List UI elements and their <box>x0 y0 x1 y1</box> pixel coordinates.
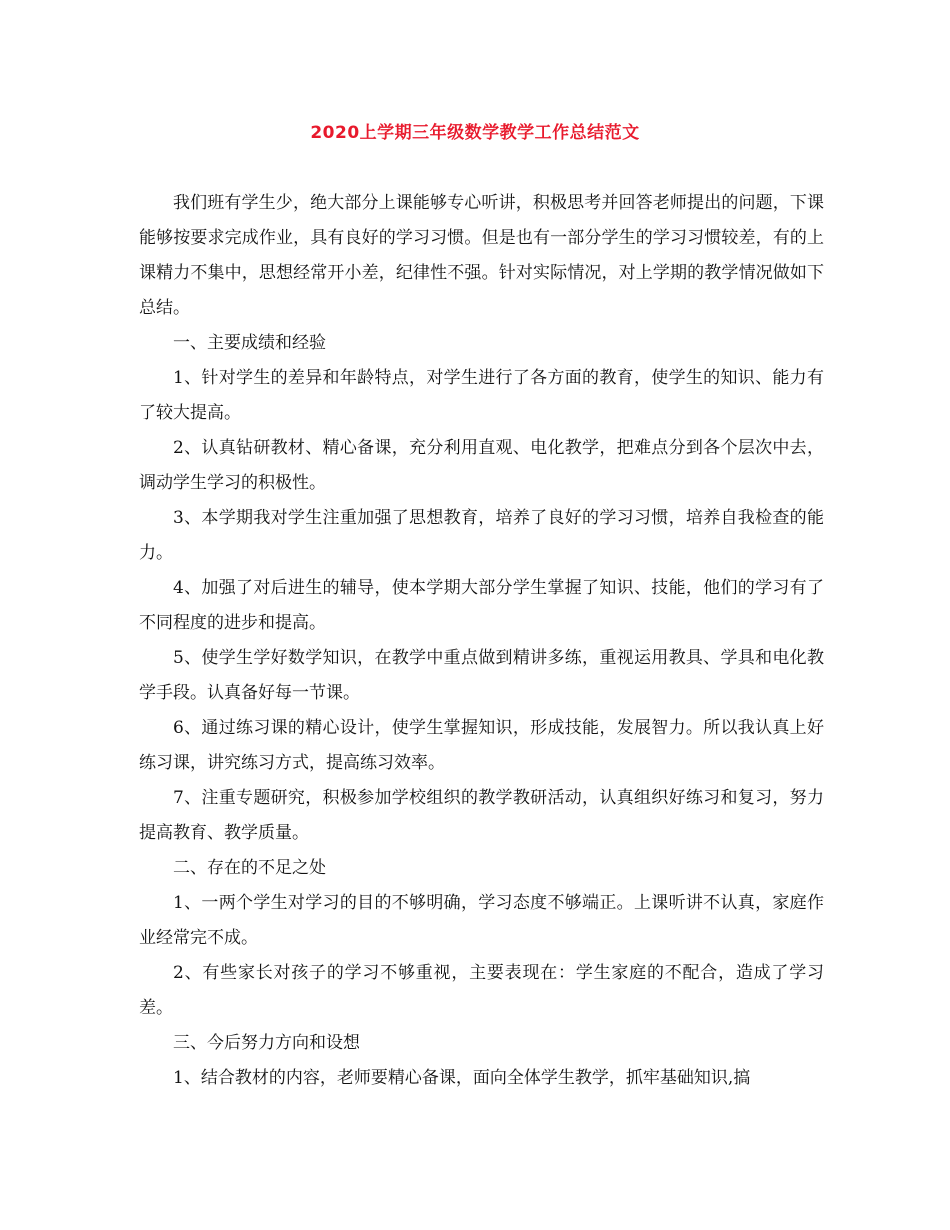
list-item: 3、本学期我对学生注重加强了思想教育，培养了良好的学习习惯，培养自我检查的能力。 <box>139 508 824 563</box>
list-item: 2、认真钻研教材、精心备课，充分利用直观、电化教学，把难点分到各个层次中去，调动学生学习的积极性。 <box>139 438 824 493</box>
list-item: 7、注重专题研究，积极参加学校组织的教学教研活动，认真组织好练习和复习，努力提高教育、教学质量。 <box>139 788 824 843</box>
list-item: 4、加强了对后进生的辅导，使本学期大部分学生掌握了知识、技能，他们的学习有了不同程度的进步和提高。 <box>139 578 824 633</box>
document-title: 2020上学期三年级数学教学工作总结范文 <box>310 123 640 143</box>
list-item: 5、使学生学好数学知识，在教学中重点做到精讲多练，重视运用教具、学具和电化教学手段。认真备好每一节课。 <box>139 648 824 703</box>
paragraph-intro: 我们班有学生少，绝大部分上课能够专心听讲，积极思考并回答老师提出的问题，下课能够按要求完成作业，具有良好的学习习惯。但是也有一部分学生的学习习惯较差，有的上课精力不集中，思想经常开小差，纪律性不强。针对实际情况，对上学期的教学情况做如下总结。 <box>139 193 824 318</box>
list-item: 1、结合教材的内容，老师要精心备课，面向全体学生教学，抓牢基础知识,搞 <box>173 1068 751 1088</box>
section-heading-future-plans: 三、今后努力方向和设想 <box>173 1033 360 1053</box>
list-item: 6、通过练习课的精心设计，使学生掌握知识，形成技能，发展智力。所以我认真上好练习课，讲究练习方式，提高练习效率。 <box>139 718 824 773</box>
list-item: 2、有些家长对孩子的学习不够重视，主要表现在：学生家庭的不配合，造成了学习差。 <box>139 963 824 1018</box>
section-heading-achievements: 一、主要成绩和经验 <box>173 333 326 353</box>
document-body <box>139 186 824 1096</box>
section-heading-shortcomings: 二、存在的不足之处 <box>173 858 326 878</box>
list-item: 1、针对学生的差异和年龄特点，对学生进行了各方面的教育，使学生的知识、能力有了较大提高。 <box>139 368 824 423</box>
list-item: 1、一两个学生对学习的目的不够明确，学习态度不够端正。上课听讲不认真，家庭作业经常完不成。 <box>139 893 824 948</box>
